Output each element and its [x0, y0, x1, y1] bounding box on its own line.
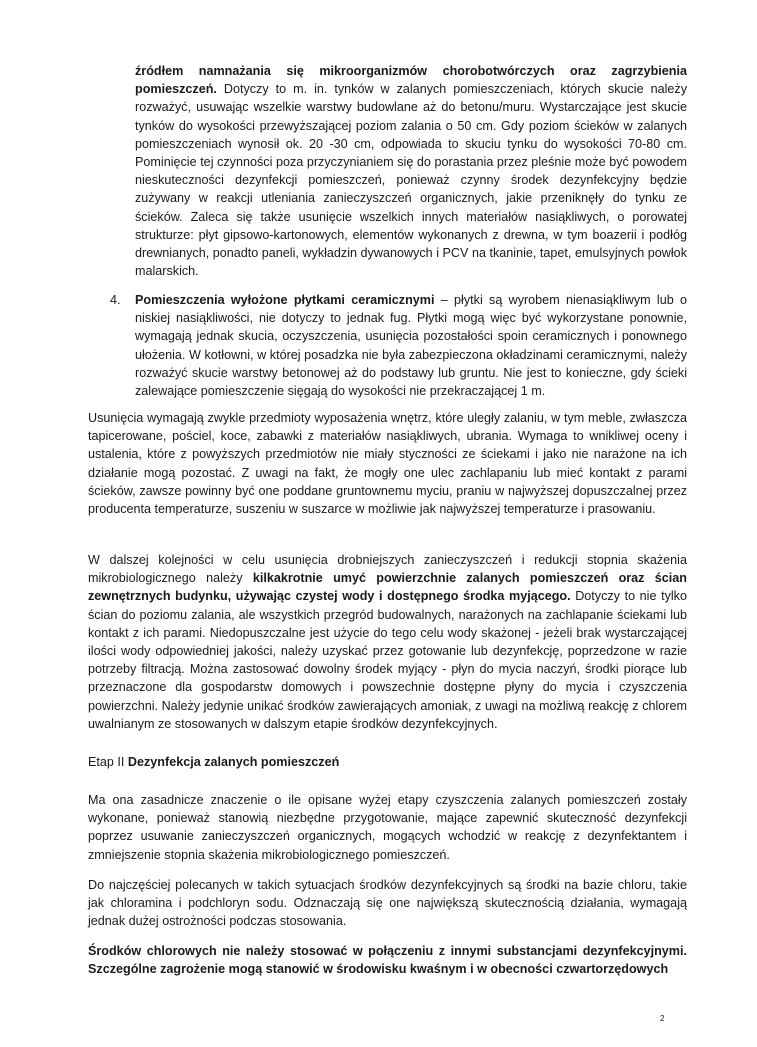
paragraph-chlorine-agents: Do najczęściej polecanych w takich sytuacjach środków dezynfekcyjnych są środki na bazie chloru, takie jak chloramina i podchloryn sodu. Odznaczają się one największą skutecznością działania, wymagają jednak dużej ostrożności podczas stosowania. — [88, 878, 687, 929]
page-number: 2 — [660, 1014, 665, 1023]
list-item-3-continuation — [135, 62, 687, 280]
paragraph-text: – płytki są wyrobem nienasiąkliwym lub o niskiej nasiąkliwości, nie dotyczy to jednak fug. Płytki mogą więc być wykorzystane ponownie, wymagają jednak skucia, oczyszczenia, usunięcia pozostałości spoin ceramicznych i ponownego ułożenia. W kotłowni, w której posadzka nie była zabezpieczona okładzinami ceramicznymi, należy rozważyć skucie warstwy betonowej aż do podstawy lub gruntu. Nie jest to konieczne, gdy ścieki zalewające pomieszczenie sięgają do wysokości nie przekraczającej 1 m. — [135, 293, 688, 399]
bold-lead: Pomieszczenia wyłożone płytkami ceramicznymi — [135, 293, 435, 307]
list-number: 4. — [110, 293, 121, 307]
heading-prefix: Etap II — [88, 755, 128, 769]
list-item-4 — [135, 291, 687, 400]
paragraph-washing — [88, 551, 687, 733]
paragraph-text: Dotyczy to nie tylko ścian do poziomu zalania, ale wszystkich przegród budowalnych, narażonych na zachlapanie ściekami lub kontakt z ich parami. Niedopuszczalne jest użycie do tego celu wody skażonej - jeżeli brak wystarczającej ilości wody odpowiedniej jakości, należy uzyskać przez gotowanie lub dezynfekcję, poprzedzone w razie potrzeby filtracją. Można zastosować dowolny środek myjący - płyn do mycia naczyń, środki piorące lub przeznaczone dla gospodarstw domowych i powszechnie dostępne płyny do mycia i czyszczenia powierzchni. Należy jedynie unikać środków zawierających amoniak, z uwagi na możliwą reakcję z chlorem uwalnianym ze stosowanych w dalszym etapie środków dezynfekcyjnych. — [88, 589, 687, 731]
heading-title: Dezynfekcja zalanych pomieszczeń — [127, 755, 340, 769]
paragraph-warning: Środków chlorowych nie należy stosować w połączeniu z innymi substancjami dezynfekcyjnymi. Szczególne zagrożenie mogą stanowić w środowisku kwaśnym i w obecności czwartorzędowych — [88, 944, 687, 977]
bold-instruction: kilkakrotnie umyć powierzchnie zalanych pomieszczeń oraz ścian zewnętrznych budynku, używając czystej wody i dostępnego środka myjącego. — [88, 571, 687, 604]
paragraph-stage-2-intro: Ma ona zasadnicze znaczenie o ile opisane wyżej etapy czyszczenia zalanych pomieszczeń zostały wykonane, ponieważ stanowią niezbędne przygotowanie, mające zapewnić skuteczność dezynfekcji poprzez usuwanie zanieczyszczeń organicznych, mogących wchodzić w reakcję z dezynfektantem i zmniejszenie stopnia skażenia mikrobiologicznego pomieszczeń. — [88, 793, 687, 862]
paragraph-text: Dotyczy to m. in. tynków w zalanych pomieszczeniach, których skucie należy rozważyć, usuwając wszelkie warstwy budowlane aż do betonu/muru. Wystarczające jest skucie tynków do wysokości przewyższającej poziom zalania o 50 cm. Gdy poziom ścieków w zalanych pomieszczeniach wynosił ok. 20 -30 cm, odpowiada to skuciu tynku do wysokości 70-80 cm. Pominięcie tej czynności poza przyczynianiem się do porastania przez pleśnie może być powodem nieskuteczności dezynfekcji pomieszczeń, ponieważ czynny środek dezynfekcyjny będzie zużywany w reakcji utleniania zanieczyszczeń organicznych, jakie przeniknęły do tynku ze ścieków. Zaleca się także usunięcie wszelkich innych materiałów nasiąkliwych, o porowatej strukturze: płyt gipsowo-kartonowych, elementów wykonanych z drewna, w tym boazerii i podłóg drewnianych, ponadto paneli, wykładzin dywanowych i PCV na tkaninie, tapet, emulsyjnych powłok malarskich. — [135, 82, 687, 279]
paragraph-furnishings: Usunięcia wymagają zwykle przedmioty wyposażenia wnętrz, które uległy zalaniu, w tym meble, zwłaszcza tapicerowane, pościel, koce, zabawki z materiałów nasiąkliwych, ubrania. Wymaga to wnikliwej oceny i ustalenia, które z powyższych przedmiotów nie miały styczności ze ściekami i jako nie narażone na ich działanie mogą pozostać. Z uwagi na fakt, że mogły one ulec zachlapaniu lub mieć kontakt z parami ścieków, zawsze powinny być one poddane gruntownemu myciu, praniu w najwyższej dopuszczalnej przez producenta temperaturze, suszeniu w suszarce w możliwie jak najwyższej temperaturze i prasowaniu. — [88, 411, 687, 517]
paragraph-text: W dalszej kolejności w celu usunięcia drobniejszych zanieczyszczeń i redukcji stopnia skażenia mikrobiologicznego należy — [88, 553, 687, 586]
section-heading-stage-2 — [88, 753, 687, 771]
bold-lead: źródłem namnażania się mikroorganizmów chorobotwórczych oraz zagrzybienia pomieszczeń. — [135, 64, 687, 97]
